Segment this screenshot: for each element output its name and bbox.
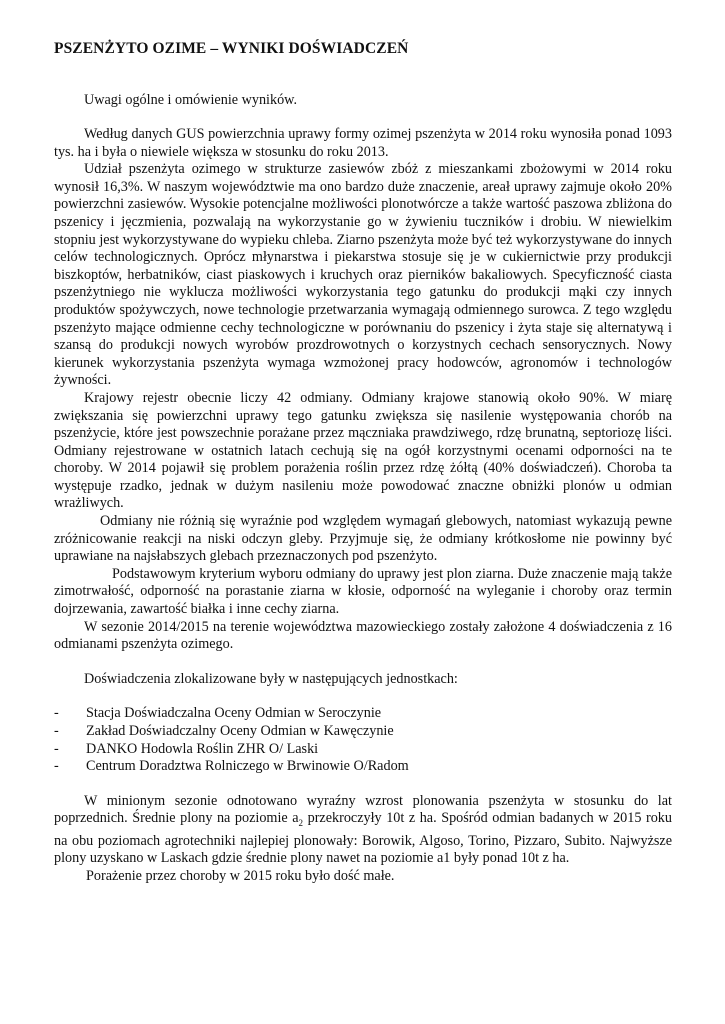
paragraph-selection-criteria: Podstawowym kryterium wyboru odmiany do uprawy jest plon ziarna. Duże znaczenie mają także zimotrwałość, odporność na porastanie ziarna w kłosie, odporność na wyleganie i choroby oraz termin dojrzewania, zawartość białka i inne cechy ziarna. <box>54 565 672 618</box>
paragraph-register-diseases: Krajowy rejestr obecnie liczy 42 odmiany. Odmiany krajowe stanowią około 90%. W miarę zwiększania się powierzchni uprawy tego gatunku zwiększa się nasilenie występowania chorób na pszenżycie, które jest powszechnie porażane przez mączniaka prawdziwego, rdzę brunatną, septoriozę liści. Odmiany rejestrowane w ostatnich latach cechują się na ogół korzystnymi ocenami odporności na te choroby. W 2014 pojawił się problem porażenia roślin przez rdzę żółtą (40% doświadczeń). Choroba ta występuje rzadko, jednak w dużym nasileniu może powodować znaczne obniżki plonów u odmian wrażliwych. <box>54 389 672 512</box>
list-item: - DANKO Hodowla Roślin ZHR O/ Laski <box>54 740 319 757</box>
list-item: - Centrum Doradztwa Rolniczego w Brwinowie O/Radom <box>54 758 409 775</box>
paragraph-soil-requirements: Odmiany nie różnią się wyraźnie pod względem wymagań glebowych, natomiast wykazują pewne zróżnicowanie reakcji na niski odczyn gleby. Przyjmuje się, że odmiany krótkosłome nie powinny być uprawiane na najsłabszych glebach przeznaczonych pod pszenżyto. <box>54 513 672 565</box>
paragraph-closing: Porażenie przez choroby w 2015 roku było dość małe. <box>86 867 395 884</box>
paragraph-results: W minionym sezonie odnotowano wyraźny wzrost plonowania pszenżyta w stosunku do lat poprzednich. Średnie plony na poziomie $a_2$ przekroczyły 10t z ha. Spośród odmian badanych w 2015 roku na obu poziomach agrotechniki najlepiej plonowały: Borowik, Algoso, Torino, Pizzaro, Subito. Najwyższe plony uzyskano w Laskach gdzie średnie plony nawet na poziomie a1 były ponad 10t z ha. <box>54 792 672 867</box>
paragraph-gus-area: Według danych GUS powierzchnia uprawy formy ozimej pszenżyta w 2014 roku wynosiła ponad 1093 tys. ha i była o niewiele większa w stosunku do roku 2013. <box>54 126 672 160</box>
paragraph-share-usage: Udział pszenżyta ozimego w strukturze zasiewów zbóż z mieszankami zbożowymi w 2014 roku wynosił 16,3%. W naszym województwie ma ono bardzo duże znaczenie, areał uprawy zajmuje około 20% powierzchni zasiewów. Wysokie potencjalne możliwości plonotwórcze a także wartość paszowa zbliżona do pszenicy i jęczmienia, pozwalają na wykorzystanie go w żywieniu tuczników i drobiu. W niewielkim stopniu jest wykorzystywane do wypieku chleba. Ziarno pszenżyta może być też wykorzystywane do innych celów technologicznych. Oprócz młynarstwa i piekarstwa stosuje się je w cukiernictwie przy produkcji biszkoptów, herbatników, ciast piaskowych i kruchych oraz pierników bakaliowych. Specyficzność ciasta pszenżytniego nie wyklucza możliwości wykorzystania tego gatunku do produkcji mąki czy innych produktów spożywczych, nowe technologie przetwarzania wymagają odmiennego surowca. Z tego względu pszenżyto mające odmienne cechy technologiczne w porównaniu do pszenicy i żyta staje się alternatywą i szansą do produkcji nowych wyrobów prozdrowotnych o korzystnych cechach sensorycznych. Nowy kierunek wykorzystania pszenżyta wymaga wzmożonej pracy hodowców, agronomów i technologów żywności. <box>54 161 672 389</box>
page-title: PSZENŻYTO OZIME – WYNIKI DOŚWIADCZEŃ <box>54 40 409 57</box>
section-subtitle: Uwagi ogólne i omówienie wyników. <box>84 92 298 108</box>
list-item: - Stacja Doświadczalna Oceny Odmian w Seroczynie <box>54 705 382 722</box>
list-item: - Zakład Doświadczalny Oceny Odmian w Kawęczynie <box>54 723 394 739</box>
document-page <box>54 40 672 886</box>
locations-list <box>54 705 672 775</box>
locations-intro: Doświadczenia zlokalizowane były w następujących jednostkach: <box>84 670 458 687</box>
paragraph-season-trials: W sezonie 2014/2015 na terenie województwa mazowieckiego zostały założone 4 doświadczenia z 16 odmianami pszenżyta ozimego. <box>54 618 672 653</box>
